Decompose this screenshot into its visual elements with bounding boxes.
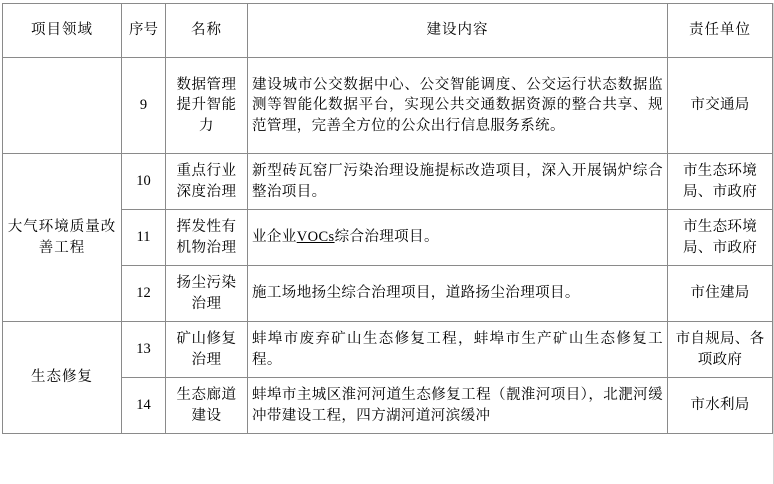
cell-responsible-unit: 市自规局、各项政府 — [668, 322, 773, 378]
cell-responsible-unit: 市住建局 — [668, 266, 773, 322]
cell-name: 数据管理提升智能力 — [166, 58, 248, 154]
cell-project-domain — [3, 58, 122, 154]
cell-name: 重点行业深度治理 — [166, 154, 248, 210]
cell-serial-number: 12 — [122, 266, 166, 322]
cell-responsible-unit: 市生态环境局、市政府 — [668, 154, 773, 210]
header-responsible-unit: 责任单位 — [668, 4, 773, 58]
cell-construction-content: 新型砖瓦窑厂污染治理设施提标改造项目，深入开展锅炉综合整治项目。 — [248, 154, 668, 210]
content-text-underlined: VOCs — [296, 229, 335, 246]
header-project-domain: 项目领域 — [3, 4, 122, 58]
cell-name: 矿山修复治理 — [166, 322, 248, 378]
cell-name: 挥发性有机物治理 — [166, 210, 248, 266]
cell-responsible-unit: 市交通局 — [668, 58, 773, 154]
cell-project-domain: 生态修复 — [3, 322, 122, 434]
cell-construction-content: 建设城市公交数据中心、公交智能调度、公交运行状态数据监测等智能化数据平台，实现公共交通数据资源的整合共享、规范管理，完善全方位的公众出行信息服务系统。 — [248, 58, 668, 154]
cell-serial-number: 14 — [122, 378, 166, 434]
cell-responsible-unit: 市生态环境局、市政府 — [668, 210, 773, 266]
header-serial-number: 序号 — [122, 4, 166, 58]
cell-construction-content: 蚌埠市废弃矿山生态修复工程，蚌埠市生产矿山生态修复工程。 — [248, 322, 668, 378]
cell-serial-number: 10 — [122, 154, 166, 210]
cell-responsible-unit: 市水利局 — [668, 378, 773, 434]
table-header-row — [3, 4, 773, 58]
table-row — [3, 154, 773, 210]
table-row — [3, 322, 773, 378]
cell-construction-content: 施工场地扬尘综合治理项目，道路扬尘治理项目。 — [248, 266, 668, 322]
cell-serial-number: 13 — [122, 322, 166, 378]
cell-name: 扬尘污染治理 — [166, 266, 248, 322]
header-name: 名称 — [166, 4, 248, 58]
cell-construction-content — [248, 210, 668, 266]
construction-plan-table — [2, 3, 773, 434]
header-construction-content: 建设内容 — [248, 4, 668, 58]
cell-serial-number: 11 — [122, 210, 166, 266]
content-text-post: 综合治理项目。 — [334, 229, 439, 246]
cell-name: 生态廊道建设 — [166, 378, 248, 434]
cell-construction-content: 蚌埠市主城区淮河河道生态修复工程（靓淮河项目），北淝河缓冲带建设工程，四方湖河道河滨缓冲 — [248, 378, 668, 434]
table-row — [3, 58, 773, 154]
document-page — [0, 3, 774, 484]
cell-project-domain: 大气环境质量改善工程 — [3, 154, 122, 322]
cell-serial-number: 9 — [122, 58, 166, 154]
content-text-pre: 业企业 — [252, 229, 297, 246]
